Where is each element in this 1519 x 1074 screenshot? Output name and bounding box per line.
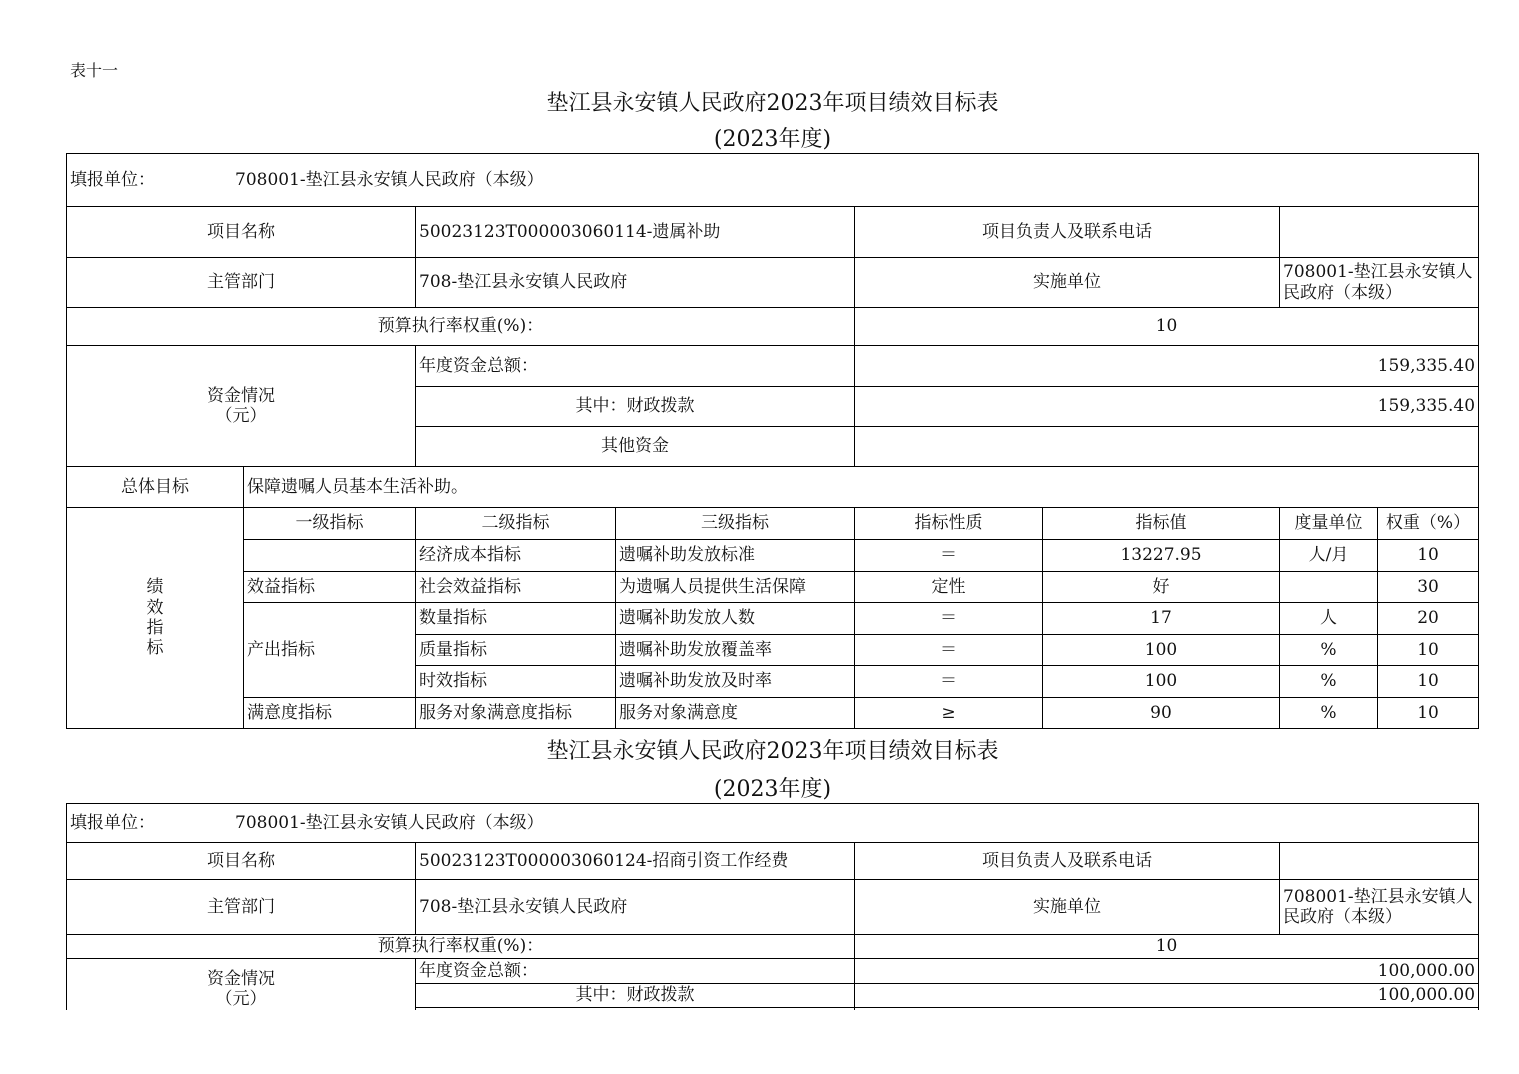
nature-cell: ＝ <box>855 666 1043 698</box>
weight-cell: 20 <box>1378 603 1479 635</box>
impl-value: 708001-垫江县永安镇人民政府（本级） <box>1280 258 1479 308</box>
weight-cell: 10 <box>1378 666 1479 698</box>
table-subtitle: (2023年度) <box>713 777 832 802</box>
weight-cell: 10 <box>1378 635 1479 666</box>
fund-other-label: 其他资金 <box>416 427 855 467</box>
fund-fiscal-label: 其中：财政拨款 <box>416 984 855 1008</box>
perf-char: 绩 <box>146 577 164 598</box>
project-name-label: 项目名称 <box>67 207 416 258</box>
project-name-value: 50023123T000003060114-遗属补助 <box>416 207 855 258</box>
value-cell: 13227.95 <box>1043 540 1280 572</box>
header-value: 指标值 <box>1043 508 1280 540</box>
table-row <box>67 603 1479 635</box>
budget-rate-label: 预算执行率权重(%)： <box>67 935 855 959</box>
level3-cell: 遗嘱补助发放及时率 <box>616 666 855 698</box>
unit-cell <box>1280 572 1378 603</box>
level2-cell: 经济成本指标 <box>416 540 616 572</box>
project-name-label: 项目名称 <box>67 843 416 880</box>
header-weight: 权重（%） <box>1378 508 1479 540</box>
level3-cell: 遗嘱补助发放覆盖率 <box>616 635 855 666</box>
impl-label: 实施单位 <box>855 880 1280 935</box>
nature-cell: ＝ <box>855 603 1043 635</box>
level3-cell: 遗嘱补助发放人数 <box>616 603 855 635</box>
dept-label: 主管部门 <box>67 880 416 935</box>
contact-value <box>1280 843 1479 880</box>
page-label: 表十一 <box>70 61 119 80</box>
reporting-unit-label: 填报单位： <box>70 812 155 833</box>
value-cell: 100 <box>1043 635 1280 666</box>
header-level1: 一级指标 <box>244 508 416 540</box>
impl-value: 708001-垫江县永安镇人民政府（本级） <box>1280 880 1479 935</box>
unit-cell: 人 <box>1280 603 1378 635</box>
fund-label <box>67 959 416 1011</box>
table-row <box>67 540 1479 572</box>
table-title: 垫江县永安镇人民政府2023年项目绩效目标表 <box>546 91 999 116</box>
reporting-unit-value: 708001-垫江县永安镇人民政府（本级） <box>235 812 544 833</box>
nature-cell: ≥ <box>855 698 1043 729</box>
dept-label: 主管部门 <box>67 258 416 308</box>
fund-other-value <box>855 1008 1479 1011</box>
level3-cell: 为遗嘱人员提供生活保障 <box>616 572 855 603</box>
nature-cell: ＝ <box>855 540 1043 572</box>
level1-cell: 效益指标 <box>244 572 416 603</box>
level1-cell: 满意度指标 <box>244 698 416 729</box>
performance-table-2 <box>66 803 1479 1010</box>
contact-value <box>1280 207 1479 258</box>
nature-cell: 定性 <box>855 572 1043 603</box>
fund-total-value: 100,000.00 <box>855 959 1479 984</box>
level1-cell <box>244 540 416 572</box>
level1-cell: 产出指标 <box>244 603 416 698</box>
weight-cell: 30 <box>1378 572 1479 603</box>
contact-label: 项目负责人及联系电话 <box>855 843 1280 880</box>
level2-cell: 质量指标 <box>416 635 616 666</box>
table-row <box>67 572 1479 603</box>
unit-cell: % <box>1280 698 1378 729</box>
fund-label <box>67 346 416 467</box>
fund-fiscal-value: 100,000.00 <box>855 984 1479 1008</box>
fund-total-label: 年度资金总额： <box>416 346 855 387</box>
value-cell: 好 <box>1043 572 1280 603</box>
level3-cell: 服务对象满意度 <box>616 698 855 729</box>
header-level2: 二级指标 <box>416 508 616 540</box>
goal-value: 保障遗嘱人员基本生活补助。 <box>244 467 1479 508</box>
level3-cell: 遗嘱补助发放标准 <box>616 540 855 572</box>
reporting-unit-value: 708001-垫江县永安镇人民政府（本级） <box>235 169 544 190</box>
goal-label: 总体目标 <box>67 467 244 508</box>
perf-indicator-label <box>67 508 244 729</box>
perf-char: 指 <box>146 618 164 638</box>
dept-value: 708-垫江县永安镇人民政府 <box>416 258 855 308</box>
table-subtitle: (2023年度) <box>713 127 832 152</box>
header-nature: 指标性质 <box>855 508 1043 540</box>
value-cell: 90 <box>1043 698 1280 729</box>
value-cell: 100 <box>1043 666 1280 698</box>
reporting-unit-row <box>67 154 1479 207</box>
fund-label-line1: 资金情况 <box>207 969 275 989</box>
weight-cell: 10 <box>1378 540 1479 572</box>
performance-table-1 <box>66 153 1479 729</box>
fund-other-label <box>416 1008 855 1011</box>
reporting-unit-label: 填报单位： <box>70 169 155 190</box>
table-title: 垫江县永安镇人民政府2023年项目绩效目标表 <box>546 739 999 764</box>
budget-rate-value: 10 <box>855 308 1479 346</box>
budget-rate-label: 预算执行率权重(%)： <box>67 308 855 346</box>
fund-label-line1: 资金情况 <box>207 385 275 406</box>
project-name-value: 50023123T000003060124-招商引资工作经费 <box>416 843 855 880</box>
fund-other-value <box>855 427 1479 467</box>
table-row <box>67 698 1479 729</box>
fund-total-value: 159,335.40 <box>855 346 1479 387</box>
budget-rate-value: 10 <box>855 935 1479 959</box>
dept-value: 708-垫江县永安镇人民政府 <box>416 880 855 935</box>
level2-cell: 社会效益指标 <box>416 572 616 603</box>
contact-label: 项目负责人及联系电话 <box>855 207 1280 258</box>
weight-cell: 10 <box>1378 698 1479 729</box>
header-unit: 度量单位 <box>1280 508 1378 540</box>
fund-fiscal-value: 159,335.40 <box>855 387 1479 427</box>
reporting-unit-row <box>67 804 1479 843</box>
perf-char: 效 <box>146 597 164 618</box>
fund-total-label: 年度资金总额： <box>416 959 855 984</box>
fund-fiscal-label: 其中：财政拨款 <box>416 387 855 427</box>
level2-cell: 服务对象满意度指标 <box>416 698 616 729</box>
header-level3: 三级指标 <box>616 508 855 540</box>
impl-label: 实施单位 <box>855 258 1280 308</box>
nature-cell: ＝ <box>855 635 1043 666</box>
perf-char: 标 <box>146 638 164 659</box>
value-cell: 17 <box>1043 603 1280 635</box>
unit-cell: 人/月 <box>1280 540 1378 572</box>
level2-cell: 数量指标 <box>416 603 616 635</box>
level2-cell: 时效指标 <box>416 666 616 698</box>
fund-label-line2: （元） <box>215 406 267 426</box>
unit-cell: % <box>1280 635 1378 666</box>
fund-label-line2: （元） <box>215 989 267 1010</box>
unit-cell: % <box>1280 666 1378 698</box>
